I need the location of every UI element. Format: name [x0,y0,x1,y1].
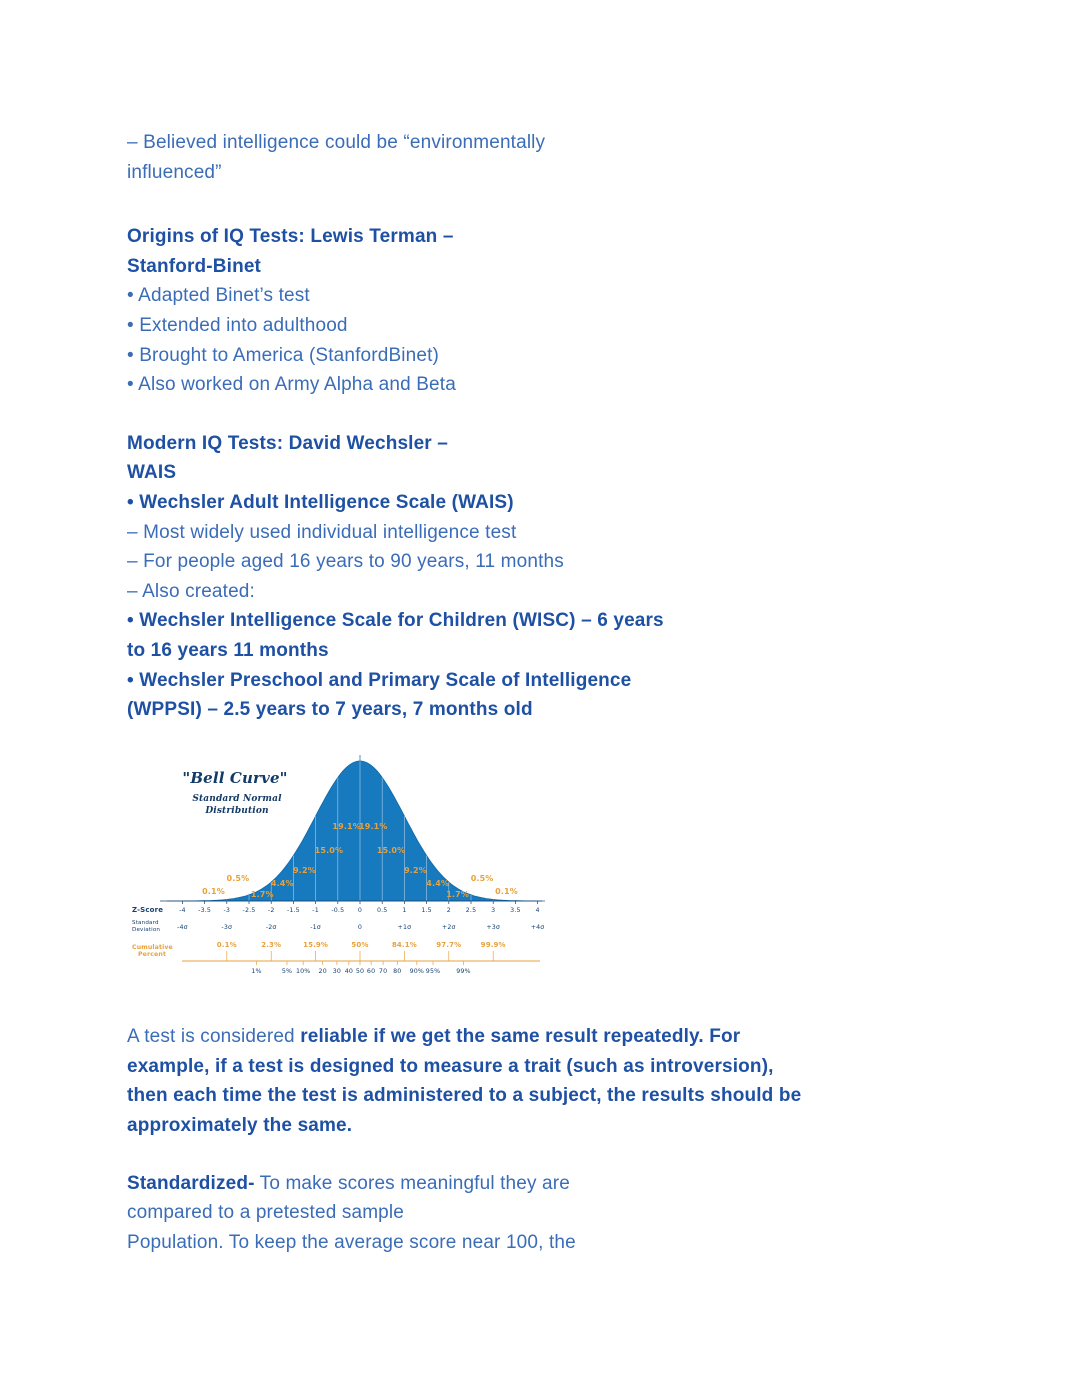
z-score-axis-label: Z-Score [132,905,164,914]
bell-curve-figure [130,753,545,1003]
z-tick-label: 1 [402,906,407,914]
reliability-line-1 [127,1022,990,1052]
percentile-label: 5% [281,967,293,975]
z-tick-label: -0.5 [331,906,345,914]
band-percent-label: 19.1% [359,821,388,831]
band-percent-label: 0.5% [470,873,494,883]
intro-line-1: – Believed intelligence could be “environmentally [127,132,546,153]
percentile-label: 70 [378,967,388,975]
band-percent-label: 15.0% [376,845,406,855]
z-tick-label: -1 [312,906,319,914]
percentile-label: 30 [332,967,342,975]
band-percent-label: 1.7% [250,889,274,899]
modern-line-wisc-2: to 16 years 11 months [127,639,329,661]
z-tick-label: -2.5 [242,906,256,914]
z-tick-label: -2 [267,906,275,914]
standardized-term: Standardized- [127,1172,255,1194]
z-tick-label: 1.5 [421,906,432,914]
modern-line-wppsi-2: (WPPSI) – 2.5 years to 7 years, 7 months old [127,699,533,721]
origins-bullet-1: • Adapted Binet’s test [127,285,310,307]
origins-bullet-3: • Brought to America (StanfordBinet) [127,344,439,366]
sd-tick-label: -4σ [177,923,188,931]
band-percent-label: 9.2% [404,865,427,875]
percentile-label: 10% [295,967,311,975]
standardized-line-2: compared to a pretested sample [127,1202,404,1224]
z-tick-label: -1.5 [286,906,300,914]
origins-heading-line-2: Stanford-Binet [127,255,262,277]
reliability-line-1-regular: A test is considered [127,1026,301,1048]
sd-axis-label-1: Standard [132,919,159,926]
band-percent-label: 4.4% [270,878,294,888]
intro-paragraph [127,128,990,187]
percentile-label: 1% [251,967,262,975]
z-tick-label: 3.5 [510,906,521,914]
modern-line-ages: – For people aged 16 years to 90 years, 11 months [127,551,564,573]
z-tick-label: -4 [179,906,186,914]
intro-line-2: influenced” [127,161,222,183]
chart-title: "Bell Curve" [182,768,288,787]
sd-tick-label: -3σ [221,923,233,931]
reliability-line-2: example, if a test is designed to measure a trait (such as introversion), [127,1055,774,1077]
z-tick-label: -3 [223,906,231,914]
cumulative-axis-label-2: Percent [138,950,167,958]
standardized-paragraph [127,1169,990,1258]
z-tick-label: 3 [491,906,496,914]
modern-line-wisc-1: • Wechsler Intelligence Scale for Children (WISC) – 6 years [127,610,664,632]
z-tick-label: 2 [446,906,451,914]
sd-tick-label: 0 [357,923,363,931]
band-percent-label: 19.1% [332,821,361,831]
standardized-line-1-regular: To make scores meaningful they are [254,1172,570,1194]
band-percent-label: 15.0% [314,845,344,855]
section-modern-iq-tests [127,429,990,725]
cumulative-value-label: 2.3% [261,940,282,949]
band-percent-label: 1.7% [446,889,470,899]
z-tick-label: 0.5 [376,906,388,914]
modern-line-also-created: – Also created: [127,580,255,602]
standardized-line-1 [127,1169,990,1199]
cumulative-value-label: 15.9% [303,940,329,949]
origins-heading-line-1: Origins of IQ Tests: Lewis Terman – [127,226,454,248]
section-origins-of-iq-tests [127,222,990,400]
percentile-label: 20 [318,967,327,975]
cumulative-value-label: 97.7% [436,940,462,949]
cumulative-value-label: 84.1% [391,940,417,949]
reliability-paragraph [127,1022,990,1140]
sd-tick-label: +1σ [397,923,412,931]
reliability-line-1-bold: reliable if we get the same result repeatedly. For [300,1026,741,1048]
chart-subtitle-1: Standard Normal [192,793,282,804]
sd-tick-label: +3σ [486,923,501,931]
reliability-line-3: then each time the test is administered to a subject, the results should be [127,1085,802,1107]
percentile-label: 95% [425,967,441,975]
bell-curve-chart [130,753,545,993]
cumulative-axis-label-1: Cumulative [132,943,173,951]
percentile-label: 60 [366,967,376,975]
cumulative-value-label: 99.9% [480,940,506,949]
sd-tick-label: +2σ [441,923,456,931]
sd-axis-label-2: Deviation [132,926,161,933]
z-tick-label: 2.5 [465,906,477,914]
modern-line-wppsi-1: • Wechsler Preschool and Primary Scale of Intelligence [127,669,632,691]
z-tick-label: 4 [535,906,540,914]
cumulative-value-label: 0.1% [216,940,237,949]
reliability-line-4: approximately the same. [127,1115,353,1137]
origins-bullet-4: • Also worked on Army Alpha and Beta [127,374,456,396]
band-percent-label: 4.4% [426,878,450,888]
percentile-label: 40 [344,967,354,975]
band-percent-label: 0.5% [226,873,250,883]
band-percent-label: 9.2% [293,865,316,875]
sd-tick-label: -2σ [265,923,277,931]
sd-tick-label: -1σ [310,923,321,931]
band-percent-label: 0.1% [495,886,518,896]
modern-line-most-widely: – Most widely used individual intelligence test [127,521,517,543]
modern-heading-line-2: WAIS [127,462,177,484]
standardized-line-3: Population. To keep the average score near 100, the [127,1231,576,1253]
modern-line-wais-bullet: • Wechsler Adult Intelligence Scale (WAIS) [127,491,514,513]
z-tick-label: 0 [357,906,363,914]
percentile-label: 90% [409,967,425,975]
origins-bullet-2: • Extended into adulthood [127,314,348,336]
z-tick-label: -3.5 [198,906,212,914]
cumulative-value-label: 50% [351,940,369,949]
percentile-label: 99% [456,967,471,975]
band-percent-label: 0.1% [202,886,225,896]
chart-subtitle-2: Distribution [205,805,269,816]
sd-tick-label: +4σ [530,923,545,931]
percentile-label: 80 [393,967,402,975]
percentile-label: 50 [355,967,365,975]
modern-heading-line-1: Modern IQ Tests: David Wechsler – [127,432,449,454]
